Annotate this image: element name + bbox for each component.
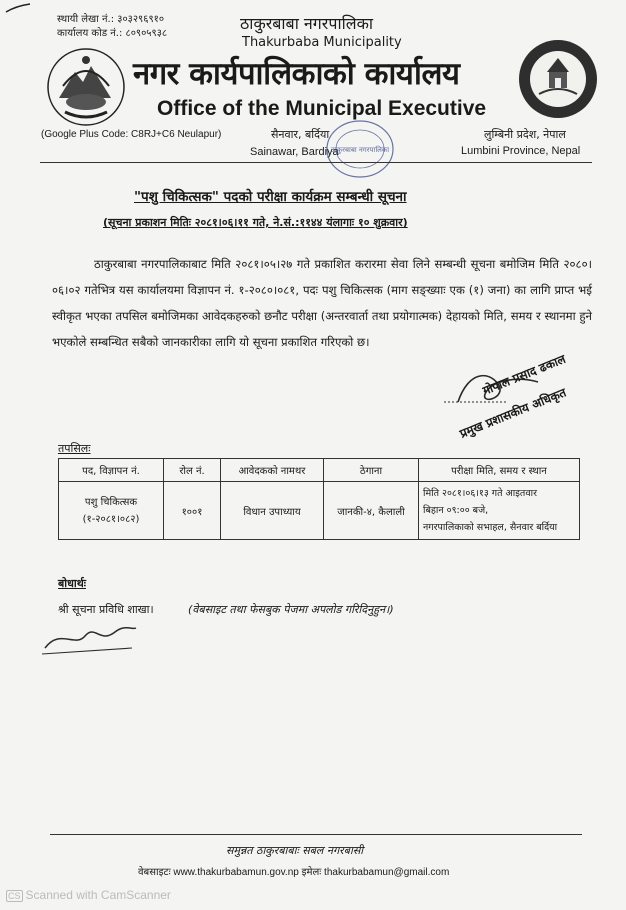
footer-divider [50, 834, 582, 835]
address-cell: जानकी-४, कैलाली [324, 482, 419, 540]
pan-number: स्थायी लेखा नं.: ३०३२९६९१० [57, 14, 165, 25]
municipality-logo-icon [517, 38, 599, 120]
location-np: सैनवार, बर्दिया [271, 128, 330, 141]
exam-time: बिहान ०९:०० बजे, [423, 505, 489, 516]
office-seal-stamp [324, 116, 396, 182]
location-en: Sainawar, Bardiya [250, 146, 339, 158]
exam-date: मिति २०८१।०६।१३ गते आइतवार [423, 488, 537, 499]
signatory-name: गोपाल प्रसाद ढकाल [480, 351, 568, 398]
footer-motto: समुन्नत ठाकुरबाबाः सबल नगरबासी [226, 844, 364, 857]
office-name-np: नगर कार्यपालिकाको कार्यालय [133, 56, 460, 92]
ad-number: (१-२०८१।०८२) [82, 513, 140, 525]
post-name: पशु चिकित्सक [84, 496, 138, 508]
table-header-row [59, 459, 580, 482]
exam-venue: नगरपालिकाको सभाहल, सैनवार बर्दिया [423, 522, 558, 533]
camscanner-icon: CS [8, 891, 21, 901]
column-header: परीक्षा मिति, समय र स्थान [419, 459, 580, 482]
schedule-label: तपसिलः [58, 442, 91, 455]
office-name-en: Office of the Municipal Executive [157, 97, 487, 120]
signatory-title: प्रमुख प्रशासकीय अधिकृत [457, 385, 569, 441]
column-header: आवेदकको नामथर [221, 459, 324, 482]
province-np: लुम्बिनी प्रदेश, नेपाल [484, 128, 566, 141]
province-en: Lumbini Province, Nepal [461, 145, 581, 157]
nepal-emblem-icon [45, 46, 127, 128]
notice-title: "पशु चिकित्सक" पदको परीक्षा कार्यक्रम सम्बन्धी सूचना [134, 189, 407, 205]
initial-signature-image [40, 618, 140, 658]
plus-code: (Google Plus Code: C8RJ+C6 Neulapur) [41, 129, 222, 140]
svg-text:ठाकुरबाबा नगरपालिका: ठाकुरबाबा नगरपालिका [330, 146, 390, 154]
office-code: कार्यालय कोड नं.: ८०९०५९३८ [57, 28, 168, 39]
footer-contact: वेबसाइटः www.thakurbabamun.gov.np इमेलः thakurbabamun@gmail.com [138, 867, 450, 878]
cc-label: बोधार्थः [58, 577, 86, 590]
notice-subtitle: (सूचना प्रकाशन मितिः २०८१।०६।११ गते, ने.सं.:११४४ यंलागाः १० शुक्रवार) [103, 216, 408, 229]
corner-mark [4, 2, 32, 14]
exam-detail-cell [419, 482, 580, 540]
cc-note: (वेबसाइट तथा फेसबुक पेजमा अपलोड गरिदिनुहुन।) [188, 603, 394, 616]
cc-recipient: श्री सूचना प्रविधि शाखा। [58, 603, 154, 616]
column-header: रोल नं. [164, 459, 221, 482]
name-cell: विधान उपाध्याय [221, 482, 324, 540]
post-cell [59, 482, 164, 540]
municipality-name-np: ठाकुरबाबा नगरपालिका [240, 14, 374, 33]
column-header: ठेगाना [324, 459, 419, 482]
header-divider [40, 162, 592, 163]
schedule-table [58, 458, 580, 540]
notice-body: ठाकुरबाबा नगरपालिकाबाट मिति २०८१।०५।२७ गते प्रकाशित करारमा सेवा लिने सम्बन्धी सूचना बमोजिम मिति २०८०।०६।०२ गतेभित्र यस कार्यालयमा विज्ञापन नं. १-२०८०।०८१, पदः पशु चिकित्सक (माग सङ्ख्याः एक (१) जना) का लागि प्राप्त भई स्वीकृत भएका तपसिल बमोजिमका आवेदकहरुको छनौट परीक्षा (अन्तरवार्ता तथा प्रयोगात्मक) देहायको मिति, समय र स्थानमा हुने भएकोले सम्बन्धित सबैको जानकारीका लागि यो सूचना प्रकाशित गरिएको छ। [52, 257, 592, 349]
table-row [59, 482, 580, 540]
roll-cell: १००१ [164, 482, 221, 540]
camscanner-watermark: CS Scanned with CamScanner [8, 888, 171, 902]
municipality-name-en: Thakurbaba Municipality [242, 35, 402, 50]
column-header: पद, विज्ञापन नं. [59, 459, 164, 482]
